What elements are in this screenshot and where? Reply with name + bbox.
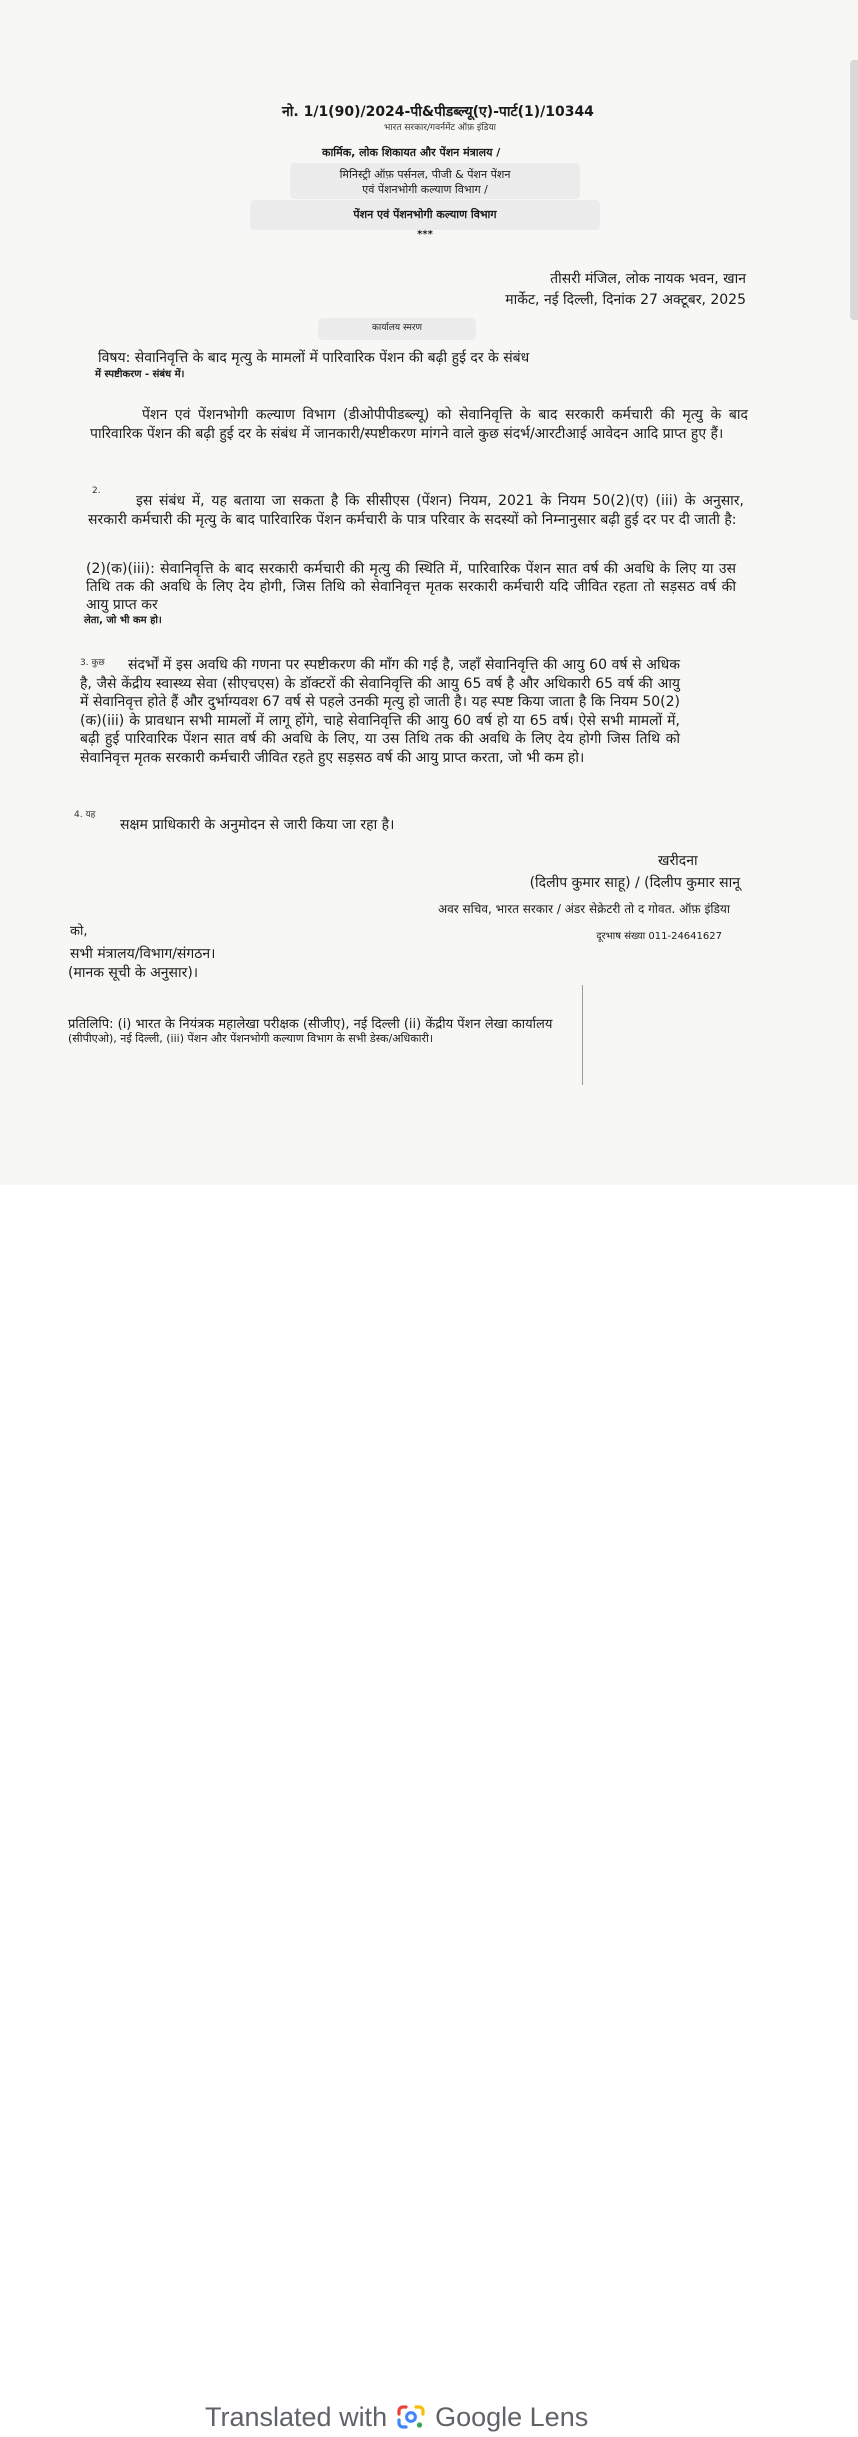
signature-word: खरीदना — [658, 853, 698, 869]
signatory-name: (दिलीप कुमार साहू) / (दिलीप कुमार सानू — [529, 875, 740, 891]
translated-with-label — [205, 2397, 588, 2437]
ministry-english-line-1: मिनिस्ट्री ऑफ़ पर्सनल, पीजी & पेंशन पेंशन — [339, 168, 511, 181]
subject-line-2: में स्पष्टीकरण - संबंध में। — [95, 369, 185, 380]
memo-title: कार्यालय स्मरण — [371, 323, 423, 333]
rule-quote: (2)(क)(iii): सेवानिवृत्ति के बाद सरकारी कर्मचारी की मृत्यु की स्थिति में, पारिवारिक पेंशन सात वर्ष की अवधि के लिए या उस तिथि तक की अवधि के लिए देय होगी, जिस तिथि को सेवानिवृत्त मृतक सरकारी कर्मचारी यदि जीवित रहता तो सड़सठ वर्ष की आयु प्राप्त कर — [86, 561, 736, 613]
address-line-2: मार्केट, नई दिल्ली, दिनांक 27 अक्टूबर, 2025 — [505, 292, 746, 308]
paragraph-3-number: 3. कुछ — [80, 658, 105, 668]
reference-number: नो. 1/1(90)/2024-पी&पीडब्ल्यू(ए)-पार्ट(1)/10344 — [282, 104, 594, 120]
copy-to-line-2: (सीपीएओ), नई दिल्ली, (iii) पेंशन और पेंशनभोगी कल्याण विभाग के सभी डेस्क/अधिकारी। — [68, 1032, 434, 1045]
copy-to-line-1: प्रतिलिपि: (i) भारत के नियंत्रक महालेखा परीक्षक (सीजीए), नई दिल्ली (ii) केंद्रीय पेंशन लेखा कार्यालय — [68, 1017, 553, 1032]
recipients-line-1: सभी मंत्रालय/विभाग/संगठन। — [70, 946, 216, 962]
google-lens-icon — [397, 2403, 425, 2431]
paragraph-2-number: 2. — [92, 486, 101, 496]
to-label: को, — [70, 924, 88, 939]
address-line-1: तीसरी मंजिल, लोक नायक भवन, खान — [550, 271, 746, 287]
govt-line: भारत सरकार/गवर्नमेंट ऑफ़ इंडिया — [383, 123, 497, 133]
phone-number: दूरभाष संख्या 011-24641627 — [596, 931, 722, 942]
ministry-english-line-2: एवं पेंशनभोगी कल्याण विभाग / — [362, 183, 488, 196]
subject-line-1: विषय: सेवानिवृत्ति के बाद मृत्यु के मामलों में पारिवारिक पेंशन की बढ़ी हुई दर के संबंध — [98, 350, 530, 366]
page-fold-line — [582, 985, 583, 1085]
department-line: पेंशन एवं पेंशनभोगी कल्याण विभाग — [353, 208, 497, 221]
document-page — [0, 0, 858, 1185]
google-lens-brand — [397, 2402, 588, 2433]
paragraph-3: संदर्भों में इस अवधि की गणना पर स्पष्टीकरण की माँग की गई है, जहाँ सेवानिवृत्ति की आयु 60 वर्ष से अधिक है, जैसे केंद्रीय स्वास्थ्य सेवा (सीएचएस) के डॉक्टरों की सेवानिवृत्ति की आयु 65 वर्ष है और अधिकारी 65 वर्ष की आयु में सेवानिवृत्त होते हैं और दुर्भाग्यवश 67 वर्ष से पहले उनकी मृत्यु हो जाती है। यह स्पष्ट किया जाता है कि नियम 50(2)(क)(iii) के प्रावधान सभी मामलों में लागू होंगे, चाहे सेवानिवृत्ति की आयु 60 वर्ष हो या 65 वर्ष। ऐसे सभी मामलों में, बढ़ी हुई पारिवारिक पेंशन सात वर्ष की अवधि के लिए, या उस तिथि तक की अवधि के लिए देय होगी जिस तिथि को सेवानिवृत्त मृतक सरकारी कर्मचारी जीवित रहते हुए सड़सठ वर्ष की आयु प्राप्त करता, जो भी कम हो। — [80, 657, 680, 766]
lens-footer — [0, 1185, 858, 2432]
paragraph-4-number: 4. यह — [74, 810, 96, 820]
signatory-designation: अवर सचिव, भारत सरकार / अंडर सेक्रेटरी तो द गोवत. ऑफ़ इंडिया — [437, 902, 730, 916]
recipients-line-2: (मानक सूची के अनुसार)। — [68, 965, 199, 981]
ministry-line: कार्मिक, लोक शिकायत और पेंशन मंत्रालय / — [322, 146, 501, 159]
paragraph-1: पेंशन एवं पेंशनभोगी कल्याण विभाग (डीओपीपीडब्ल्यू) को सेवानिवृत्ति के बाद सरकारी कर्मचारी की मृत्यु के बाद पारिवारिक पेंशन की बढ़ी हुई दर के संबंध में जानकारी/स्पष्टीकरण मांगने वाले कुछ संदर्भ/आरटीआई आवेदन आदि प्राप्त हुए हैं। — [90, 407, 748, 442]
paragraph-4: सक्षम प्राधिकारी के अनुमोदन से जारी किया जा रहा है। — [120, 817, 395, 833]
page-edge — [850, 60, 858, 320]
google-lens-text: Google Lens — [435, 2401, 589, 2432]
paragraph-2: इस संबंध में, यह बताया जा सकता है कि सीसीएस (पेंशन) नियम, 2021 के नियम 50(2)(ए) (iii) के अनुसार, सरकारी कर्मचारी की मृत्यु के बाद पारिवारिक पेंशन कर्मचारी के पात्र परिवार के सदस्यों को निम्नानुसार बढ़ी हुई दर पर दी जाती है: — [88, 493, 744, 528]
separator-stars: *** — [417, 229, 433, 240]
translated-with-text: Translated with — [205, 2401, 388, 2432]
rule-quote-tail: लेता, जो भी कम हो। — [84, 615, 162, 626]
